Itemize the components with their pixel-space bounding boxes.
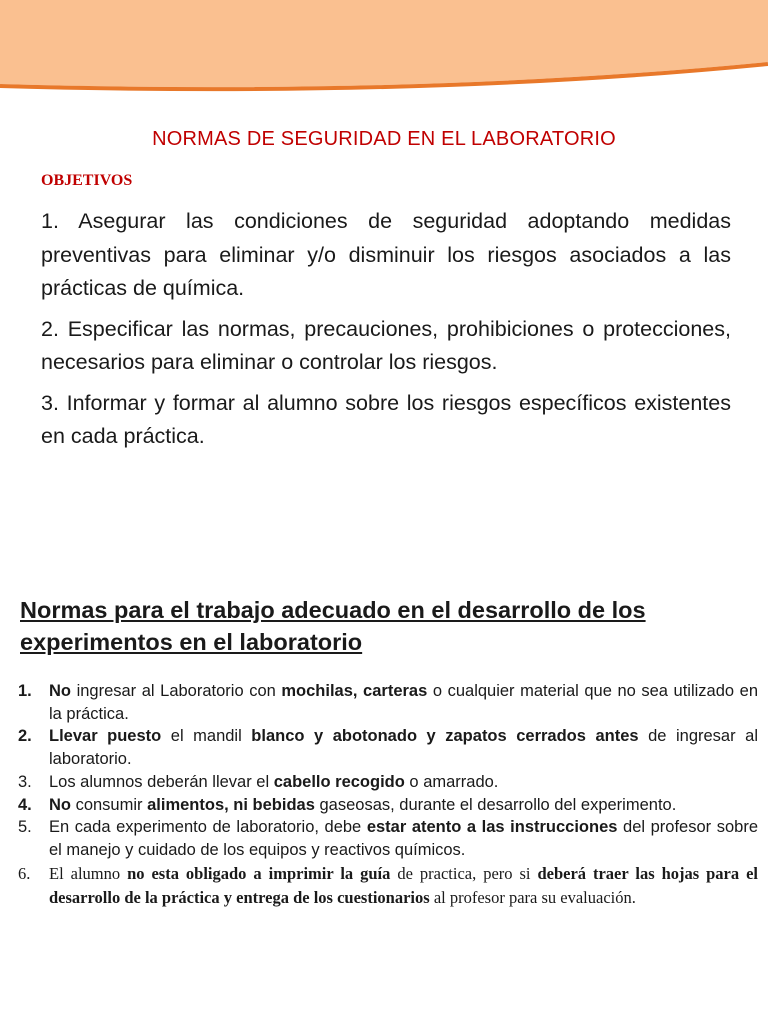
rule-text — [49, 794, 758, 817]
rule-text-bold: cabello recogido — [273, 772, 405, 791]
rule-number: 2. — [18, 727, 32, 746]
rule-text-run: de ingresar al laboratorio. — [49, 727, 758, 769]
banner-graphic — [0, 0, 768, 110]
rule-text-bold: mochilas, carteras — [281, 682, 428, 700]
rule-item — [18, 771, 758, 794]
rule-text-run: del profesor sobre el manejo y cuidado de los equipos y reactivos químicos. — [49, 818, 758, 859]
rule-text-run: En cada experimento de laboratorio, debe — [49, 818, 367, 837]
rule-text-run: El alumno — [49, 863, 128, 883]
rule-text-run: el mandil — [161, 727, 252, 746]
rule-text-bold: No — [49, 795, 71, 814]
rule-item — [18, 794, 758, 817]
rule-number: 4. — [18, 795, 32, 814]
rule-text — [49, 680, 758, 725]
rule-number: 1. — [18, 682, 32, 700]
objectives-list — [41, 205, 731, 461]
rule-text — [49, 816, 758, 861]
rule-text-bold: estar atento a las instrucciones — [366, 818, 618, 837]
rule-text-bold: No — [49, 682, 71, 700]
rule-number: 3. — [18, 772, 32, 791]
rule-text-bold: deberá traer las hojas para el desarrollo de la práctica y entrega de los cuestionarios — [49, 863, 759, 907]
rule-item — [18, 680, 758, 725]
rule-text — [49, 862, 758, 910]
rule-text — [49, 725, 758, 770]
page-title: NORMAS DE SEGURIDAD EN EL LABORATORIO — [152, 128, 616, 150]
rule-text — [49, 771, 758, 794]
rule-item — [18, 862, 758, 910]
objective-item: 3. Informar y formar al alumno sobre los riesgos específicos existentes en cada práctica. — [41, 390, 731, 448]
rule-text-run: de practica, pero si — [390, 863, 538, 883]
rule-text-run: o cualquier material que no sea utilizado en la práctica. — [49, 682, 759, 723]
rule-text-run: gaseosas, durante el desarrollo del experimento. — [314, 795, 677, 814]
rule-text-bold: Llevar puesto — [49, 727, 162, 746]
rule-text-run: ingresar al Laboratorio con — [71, 682, 282, 700]
rule-text-run: consumir — [71, 795, 148, 814]
rule-item — [18, 816, 758, 861]
section-heading: Normas para el trabajo adecuado en el desarrollo de los experimentos en el laboratorio — [20, 597, 646, 655]
rule-text-bold: blanco y abotonado y zapatos cerrados antes — [251, 727, 639, 746]
header-banner — [0, 0, 768, 110]
rules-list — [18, 680, 758, 910]
rule-number: 6. — [18, 863, 31, 883]
rule-text-run: o amarrado. — [404, 772, 499, 791]
rule-text-bold: no esta obligado a imprimir la guía — [127, 863, 391, 883]
rule-text-run: al profesor para su evaluación. — [429, 887, 636, 907]
objectives-heading: OBJETIVOS — [41, 172, 133, 189]
rule-number: 5. — [18, 818, 32, 837]
rule-text-run: Los alumnos deberán llevar el — [49, 772, 274, 791]
objective-item: 1. Asegurar las condiciones de seguridad adoptando medidas preventivas para eliminar y/o disminuir los riesgos asociados a las prácticas de química. — [41, 209, 731, 300]
rule-item — [18, 725, 758, 770]
rule-text-bold: alimentos, ni bebidas — [147, 795, 315, 814]
objective-item: 2. Especificar las normas, precauciones, prohibiciones o protecciones, necesarios para eliminar o controlar los riesgos. — [41, 316, 731, 374]
